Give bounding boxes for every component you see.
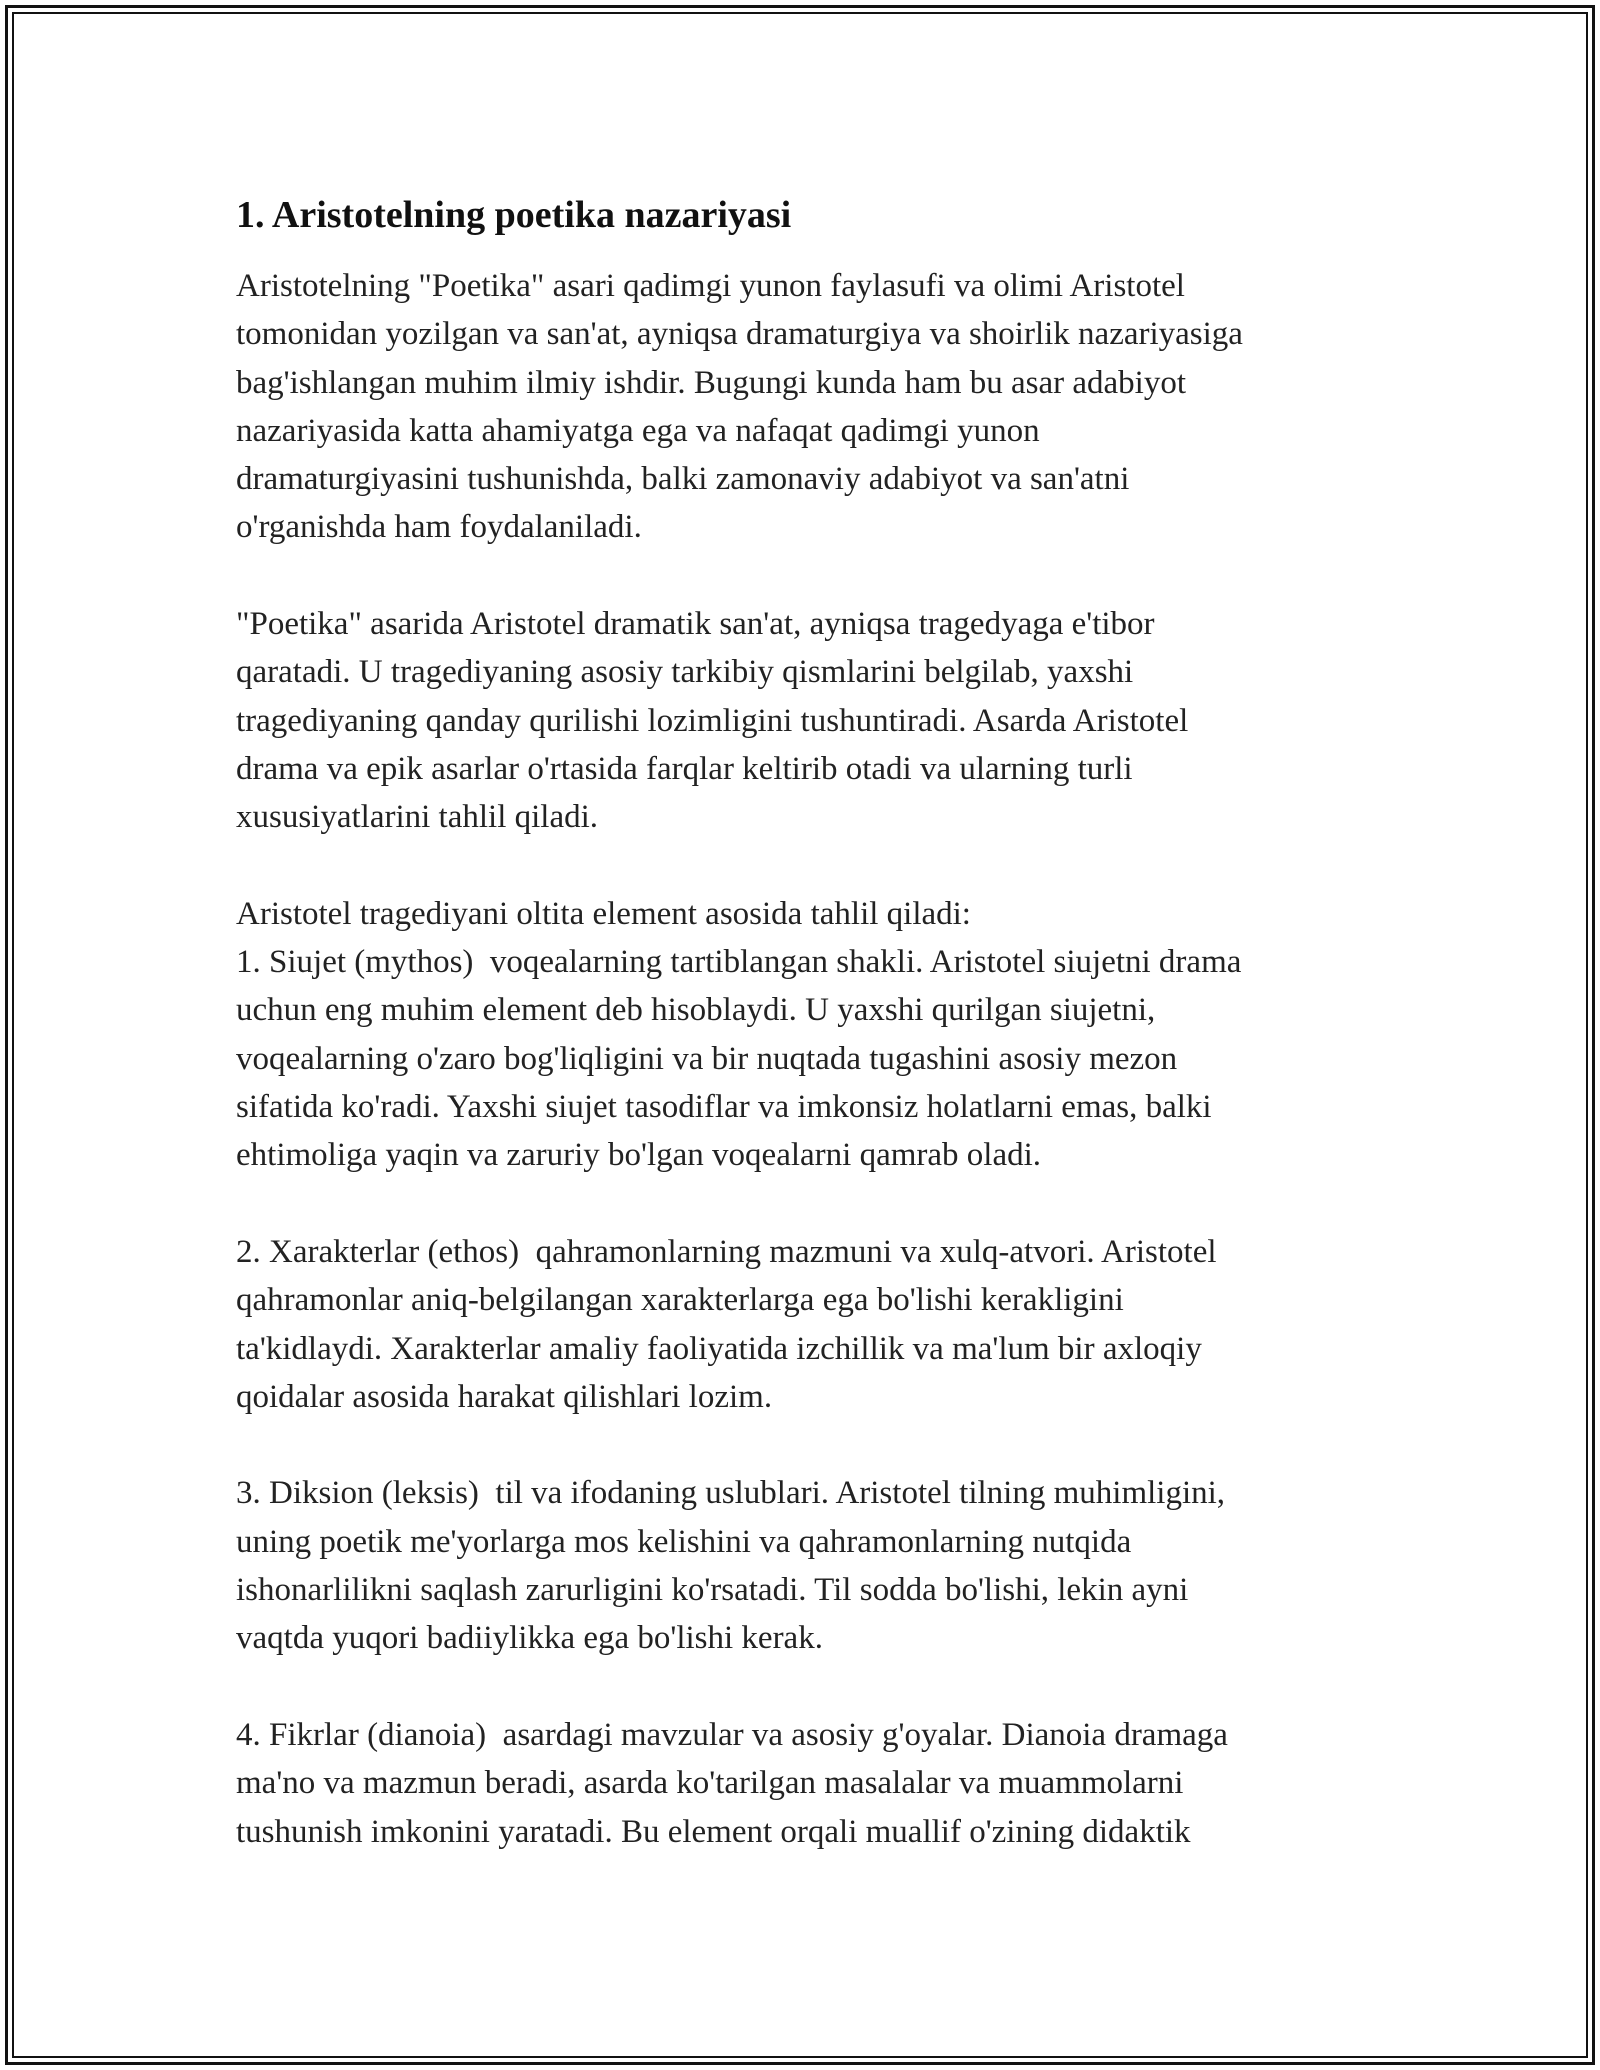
text-line: uning poetik me'yorlarga mos kelishini va qahramonlarning nutqida: [236, 1523, 1132, 1560]
text-line: Aristotel tragediyani oltita element asosida tahlil qiladi:: [236, 895, 971, 932]
paragraph-gap: [236, 1180, 1376, 1228]
text-line: 2. Xarakterlar (ethos) qahramonlarning mazmuni va xulq-atvori. Aristotel: [236, 1233, 1217, 1270]
paragraph: [236, 1469, 1376, 1662]
paragraph-gap: [236, 552, 1376, 600]
paragraph: [236, 262, 1376, 552]
text-line: ishonarlilikni saqlash zarurligini ko'rsatadi. Til sodda bo'lishi, lekin ayni: [236, 1572, 1189, 1609]
text-line: tomonidan yozilgan va san'at, ayniqsa dramaturgiya va shoirlik nazariyasiga: [236, 316, 1243, 353]
paragraph-gap: [236, 1663, 1376, 1711]
paragraph: [236, 600, 1376, 841]
text-line: tragediyaning qanday qurilishi lozimligini tushuntiradi. Asarda Aristotel: [236, 702, 1189, 739]
text-line: xususiyatlarini tahlil qiladi.: [236, 799, 599, 836]
paragraph: [236, 1228, 1376, 1421]
text-line: qaratadi. U tragediyaning asosiy tarkibiy qismlarini belgilab, yaxshi: [236, 654, 1134, 691]
text-line: Aristotelning "Poetika" asari qadimgi yunon faylasufi va olimi Aristotel: [236, 268, 1185, 304]
text-line: "Poetika" asarida Aristotel dramatik san'at, ayniqsa tragedyaga e'tibor: [236, 606, 1155, 643]
text-line: qoidalar asosida harakat qilishlari lozim.: [236, 1378, 773, 1415]
text-line: qahramonlar aniq-belgilangan xarakterlarga ega bo'lishi kerakligini: [236, 1282, 1124, 1319]
text-line: ehtimoliga yaqin va zaruriy bo'lgan voqealarni qamrab oladi.: [236, 1137, 1042, 1174]
text-line: drama va epik asarlar o'rtasida farqlar keltirib otadi va ularning turli: [236, 750, 1133, 787]
text-line: dramaturgiyasini tushunishda, balki zamonaviy adabiyot va san'atni: [236, 461, 1130, 498]
text-line: o'rganishda ham foydalaniladi.: [236, 509, 642, 546]
paragraph-gap: [236, 842, 1376, 890]
text-line: vaqtda yuqori badiiylikka ega bo'lishi kerak.: [236, 1620, 823, 1657]
paragraph: [236, 890, 1376, 1180]
text-line: nazariyasida katta ahamiyatga ega va nafaqat qadimgi yunon: [236, 412, 1040, 449]
paragraph: [236, 1711, 1376, 1856]
text-line: ma'no va mazmun beradi, asarda ko'tarilgan masalalar va muammolarni: [236, 1765, 1184, 1802]
document-title: 1. Aristotelning poetika nazariyasi: [236, 194, 792, 236]
text-line: bag'ishlangan muhim ilmiy ishdir. Bugungi kunda ham bu asar adabiyot: [236, 364, 1186, 401]
text-line: ta'kidlaydi. Xarakterlar amaliy faoliyatida izchillik va ma'lum bir axloqiy: [236, 1330, 1202, 1367]
text-line: sifatida ko'radi. Yaxshi siujet tasodiflar va imkonsiz holatlarni emas, balki: [236, 1089, 1212, 1126]
text-line: 4. Fikrlar (dianoia) asardagi mavzular va asosiy g'oyalar. Dianoia dramaga: [236, 1716, 1228, 1753]
text-line: uchun eng muhim element deb hisoblaydi. U yaxshi qurilgan siujetni,: [236, 992, 1156, 1029]
text-line: 1. Siujet (mythos) voqealarning tartiblangan shakli. Aristotel siujetni drama: [236, 944, 1242, 981]
document-body: [236, 188, 1376, 1856]
text-line: tushunish imkonini yaratadi. Bu element orqali muallif o'zining didaktik: [236, 1813, 1191, 1850]
text-line: voqealarning o'zaro bog'liqligini va bir nuqtada tugashini asosiy mezon: [236, 1040, 1178, 1077]
text-line: 3. Diksion (leksis) til va ifodaning uslublari. Aristotel tilning muhimligini,: [236, 1475, 1226, 1512]
paragraph-gap: [236, 1421, 1376, 1469]
